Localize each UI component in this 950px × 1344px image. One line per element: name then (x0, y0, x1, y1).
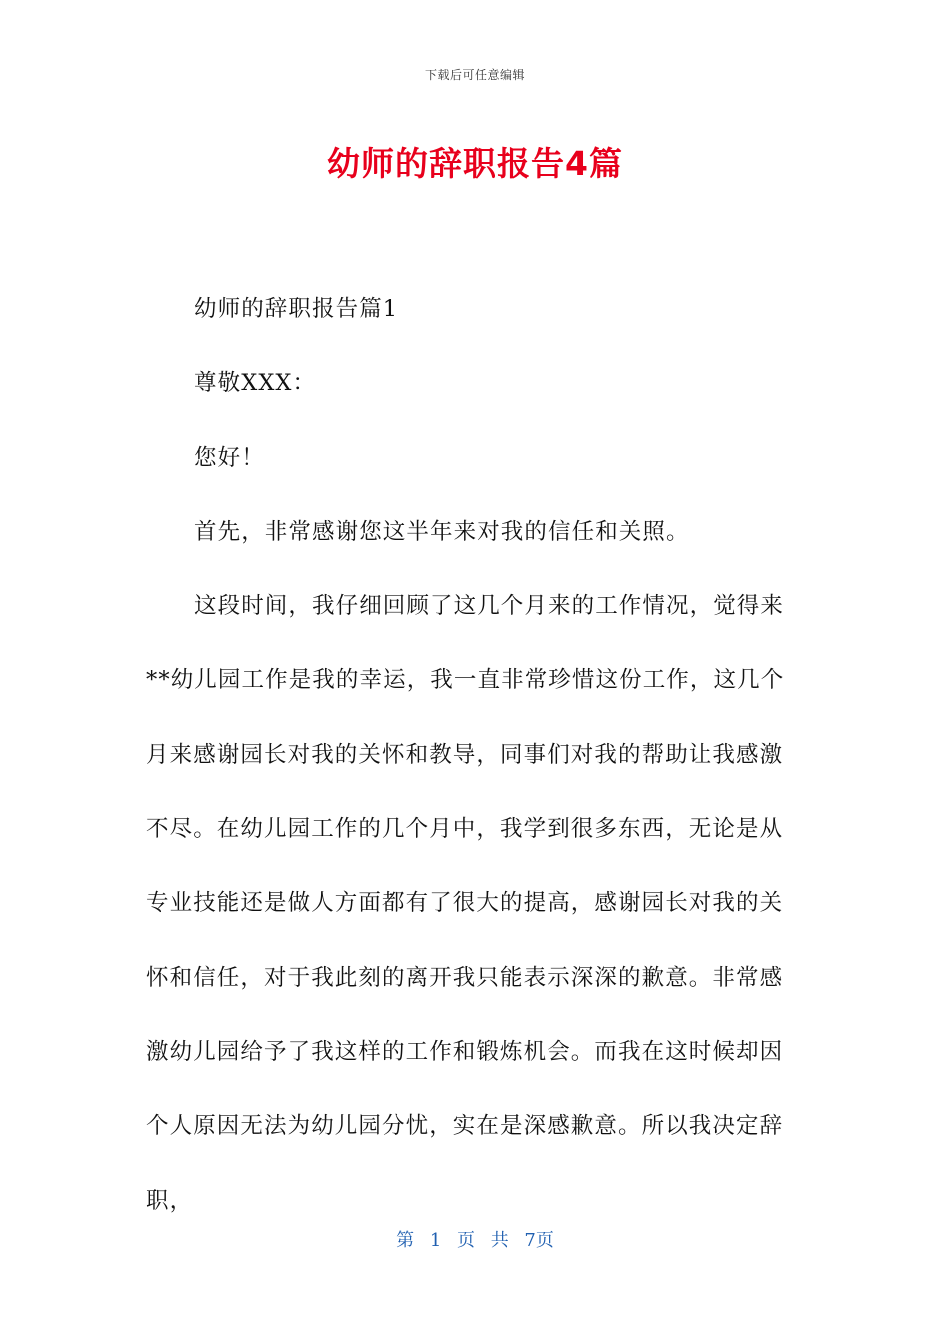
body-paragraph: 这段时间，我仔细回顾了这几个月来的工作情况，觉得来**幼儿园工作是我的幸运，我一直非常珍惜这份工作，这几个月来感谢园长对我的关怀和教导，同事们对我的帮助让我感激不尽。在幼儿园工作的几个月中，我学到很多东西，无论是从专业技能还是做人方面都有了很大的提高，感谢园长对我的关怀和信任，对于我此刻的离开我只能表示深深的歉意。非常感激幼儿园给予了我这样的工作和锻炼机会。而我在这时候却因个人原因无法为幼儿园分忧，实在是深感歉意。所以我决定辞职， (146, 593, 785, 1214)
body-paragraph: 首先，非常感谢您这半年来对我的信任和关照。 (194, 518, 690, 545)
section-heading: 幼师的辞职报告篇1 (194, 296, 399, 322)
salutation: 尊敬XXX： (194, 370, 317, 397)
page-header-note: 下载后可任意编辑 (424, 68, 525, 82)
document-title: 幼师的辞职报告4篇 (327, 144, 623, 183)
page-number-footer: 第 1 页 共 7页 (396, 1230, 554, 1251)
document-body (146, 272, 806, 1238)
greeting: 您好！ (194, 444, 265, 471)
